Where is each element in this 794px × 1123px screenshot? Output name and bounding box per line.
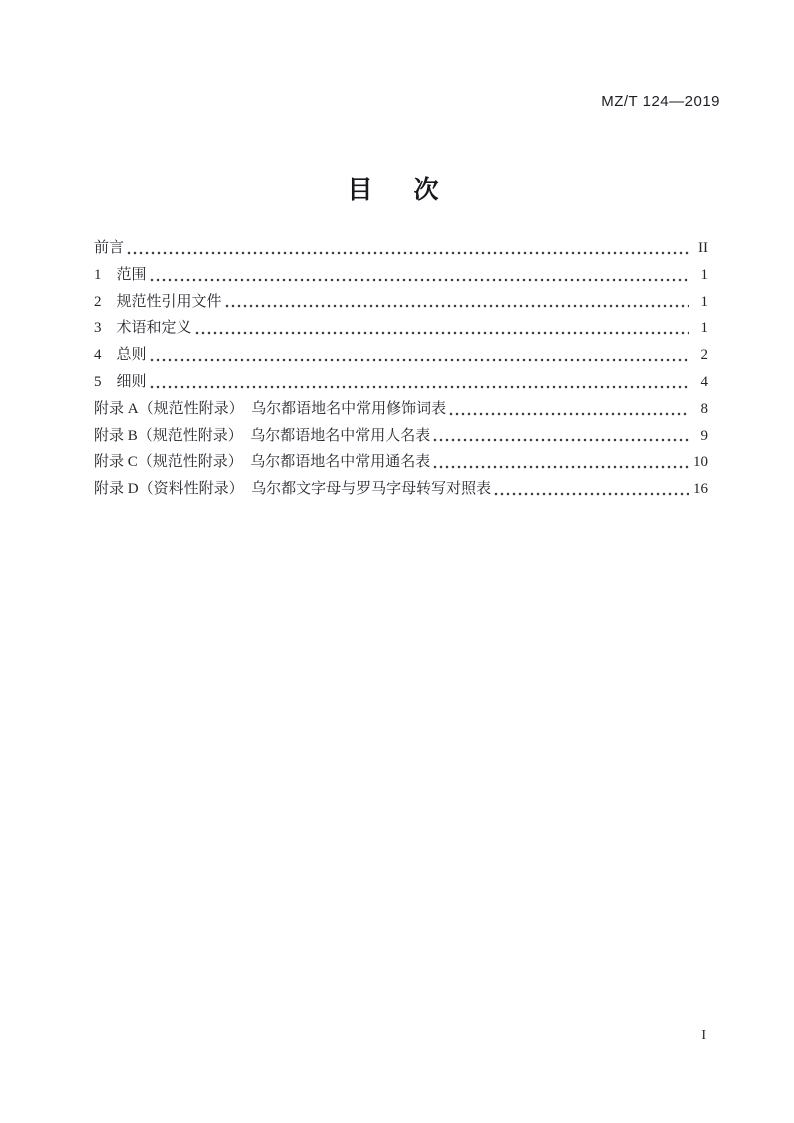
standard-number-header: MZ/T 124—2019 xyxy=(601,93,720,110)
toc-page-number: 16 xyxy=(693,481,708,498)
toc-dot-leader xyxy=(149,385,689,389)
table-of-contents xyxy=(94,235,708,503)
toc-dot-leader xyxy=(448,412,689,416)
toc-entry-label: 2 规范性引用文件 xyxy=(94,293,222,310)
page-title: 目 次 xyxy=(347,176,447,204)
toc-dot-leader xyxy=(149,358,689,362)
toc-entry-label: 1 范围 xyxy=(94,266,147,283)
toc-dot-leader xyxy=(149,278,689,282)
toc-entry-label: 5 细则 xyxy=(94,373,147,390)
toc-entry-label: 3 术语和定义 xyxy=(94,320,192,337)
toc-page-number: 9 xyxy=(700,427,708,444)
toc-page-number: 8 xyxy=(700,400,708,417)
toc-entry-label: 附录 C（规范性附录） 乌尔都语地名中常用通名表 xyxy=(94,454,431,471)
toc-page-number: 1 xyxy=(700,293,708,310)
toc-entry xyxy=(94,449,708,476)
toc-page-number: 4 xyxy=(700,373,708,390)
toc-dot-leader xyxy=(126,251,689,255)
toc-entry xyxy=(94,262,708,289)
toc-entry xyxy=(94,369,708,396)
toc-page-number: II xyxy=(698,240,708,256)
toc-dot-leader xyxy=(432,465,689,469)
toc-entry xyxy=(94,342,708,369)
toc-entry-label: 4 总则 xyxy=(94,347,147,364)
toc-dot-leader xyxy=(194,331,689,335)
toc-entry-label: 附录 A（规范性附录） 乌尔都语地名中常用修饰词表 xyxy=(94,400,447,417)
footer-page-number: I xyxy=(701,1028,706,1043)
toc-entry xyxy=(94,315,708,342)
toc-dot-leader xyxy=(224,304,689,308)
toc-page-number: 2 xyxy=(700,347,708,364)
toc-entry xyxy=(94,235,708,262)
toc-dot-leader xyxy=(493,492,689,496)
toc-dot-leader xyxy=(432,438,689,442)
toc-entry xyxy=(94,476,708,503)
toc-entry-label: 附录 B（规范性附录） 乌尔都语地名中常用人名表 xyxy=(94,427,431,444)
toc-page-number: 1 xyxy=(700,320,708,337)
toc-page-number: 1 xyxy=(700,266,708,283)
toc-entry-label: 附录 D（资料性附录） 乌尔都文字母与罗马字母转写对照表 xyxy=(94,481,492,498)
toc-entry-label: 前言 xyxy=(94,240,125,256)
toc-page-number: 10 xyxy=(693,454,708,471)
toc-entry xyxy=(94,289,708,316)
toc-entry xyxy=(94,423,708,450)
toc-entry xyxy=(94,396,708,423)
